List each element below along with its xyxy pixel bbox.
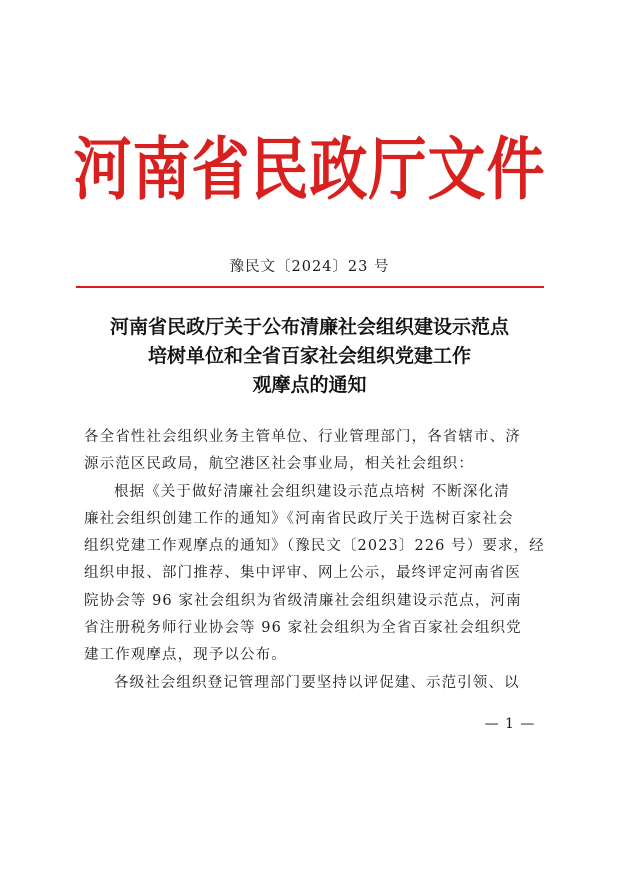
- body-line: 廉社会组织创建工作的通知》《河南省民政厅关于选树百家社会: [84, 510, 514, 527]
- body-line: 建工作观摩点，现予以公布。: [84, 647, 287, 664]
- body-line: 组织党建工作观摩点的通知》（豫民文〔2023〕226 号）要求，经: [84, 538, 545, 555]
- title-line-2: 培树单位和全省百家社会组织党建工作: [147, 345, 471, 367]
- title-line-1: 河南省民政厅关于公布清廉社会组织建设示范点: [109, 316, 509, 338]
- body-line: 根据《关于做好清廉社会组织建设示范点培树 不断深化清: [114, 483, 510, 500]
- issuer-red-header: 河南省民政厅文件: [73, 129, 546, 210]
- red-separator-line: [76, 286, 544, 288]
- document-number: 豫民文〔2024〕23 号: [229, 259, 390, 275]
- body-line: 院协会等 96 家社会组织为省级清廉社会组织建设示范点，河南: [84, 592, 522, 609]
- body-line: 各全省性社会组织业务主管单位、行业管理部门，各省辖市、济: [84, 429, 521, 445]
- body-line: 各级社会组织登记管理部门要坚持以评促建、示范引领、以: [114, 674, 520, 691]
- notice-body: [84, 424, 546, 697]
- title-line-3: 观摩点的通知: [252, 374, 367, 396]
- body-line: 源示范区民政局，航空港区社会事业局，相关社会组织：: [84, 456, 474, 473]
- page-number: — 1 —: [484, 716, 536, 732]
- body-line: 组织申报、部门推荐、集中评审、网上公示，最终评定河南省医: [84, 565, 521, 582]
- body-line: 省注册税务师行业协会等 96 家社会组织为全省百家社会组织党: [84, 620, 522, 637]
- notice-title: [40, 313, 579, 400]
